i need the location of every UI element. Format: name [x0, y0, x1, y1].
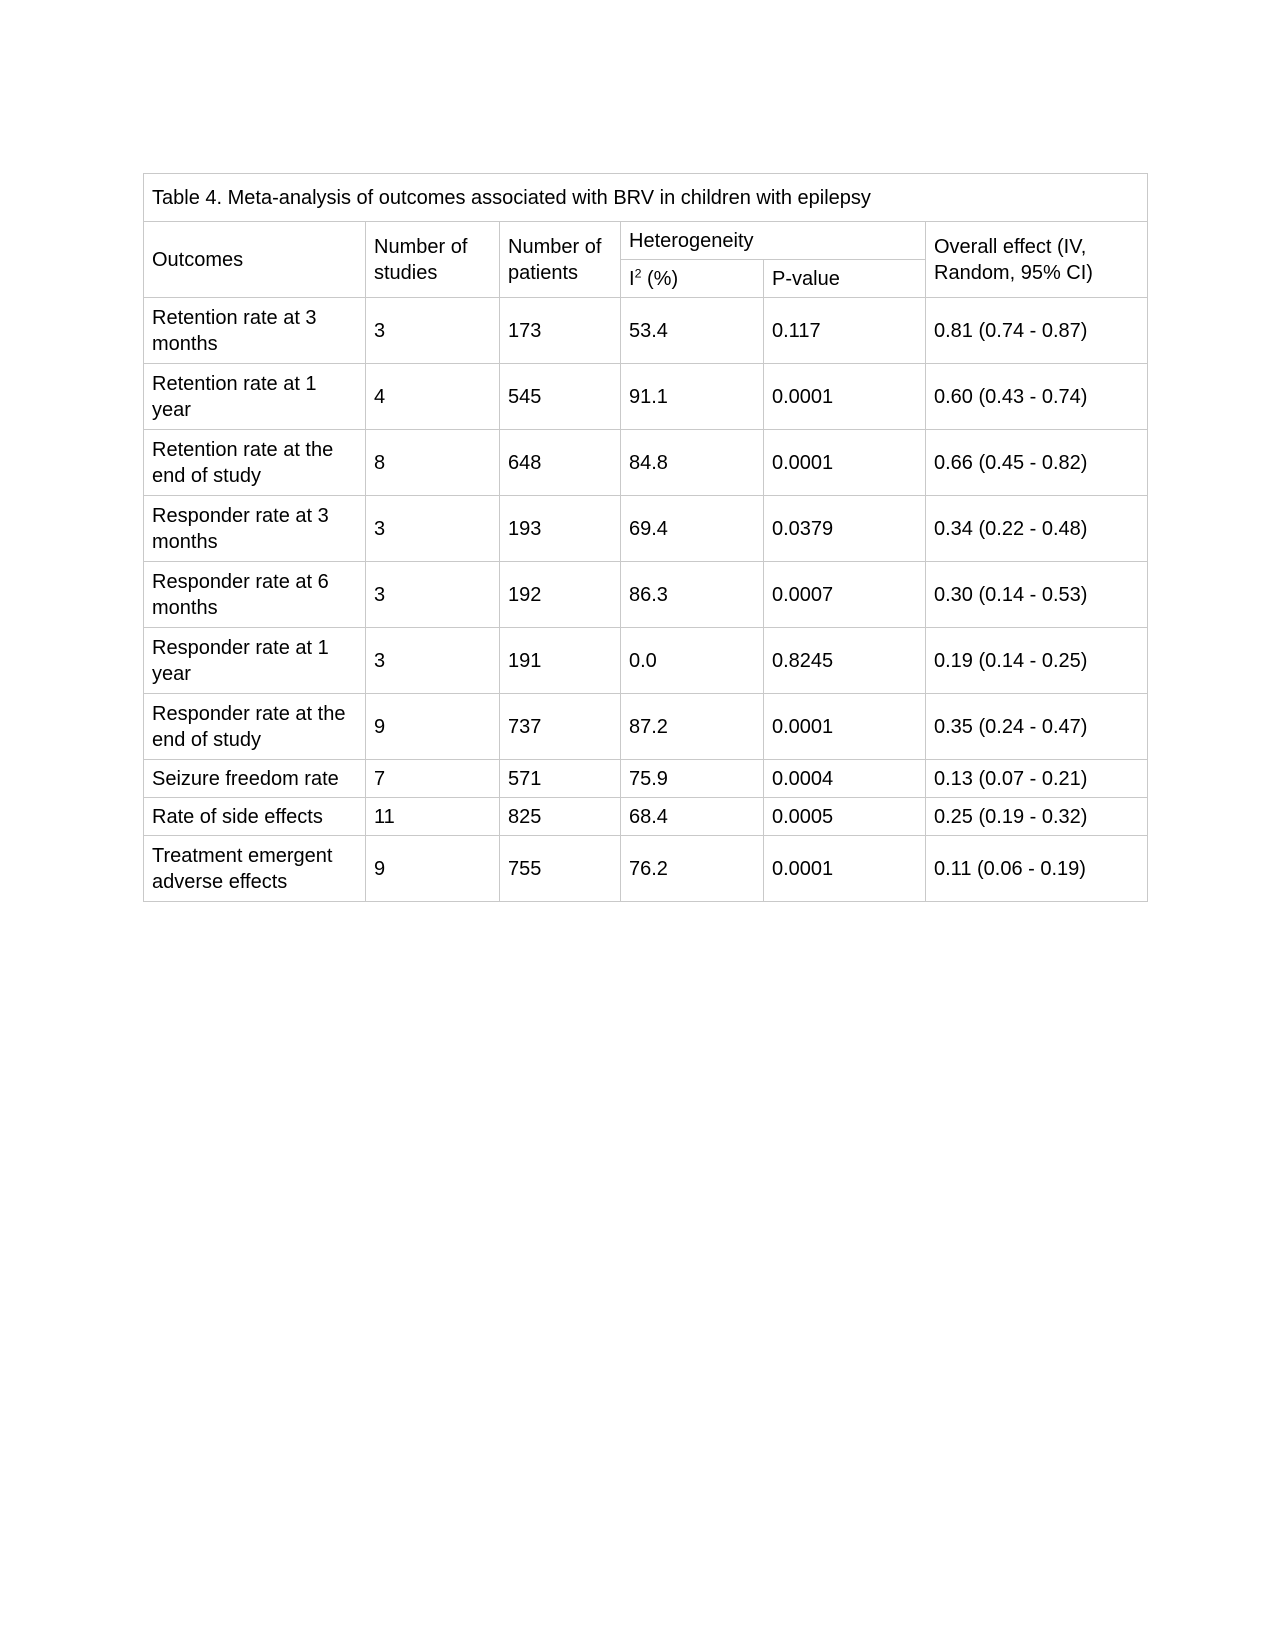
column-header-heterogeneity: Heterogeneity — [621, 222, 926, 260]
studies-cell: 11 — [366, 798, 500, 836]
i2-cell: 0.0 — [621, 628, 764, 694]
patients-cell: 825 — [500, 798, 621, 836]
patients-cell: 191 — [500, 628, 621, 694]
table-row — [144, 798, 1148, 836]
i2-cell: 69.4 — [621, 496, 764, 562]
column-header-p-value: P-value — [764, 260, 926, 298]
i2-cell: 68.4 — [621, 798, 764, 836]
p-value-cell: 0.0005 — [764, 798, 926, 836]
table-row — [144, 836, 1148, 902]
p-value-cell: 0.0001 — [764, 364, 926, 430]
studies-cell: 9 — [366, 694, 500, 760]
studies-cell: 3 — [366, 298, 500, 364]
overall-effect-cell: 0.81 (0.74 - 0.87) — [926, 298, 1148, 364]
outcome-cell: Retention rate at 1 year — [144, 364, 366, 430]
i2-cell: 91.1 — [621, 364, 764, 430]
overall-effect-cell: 0.19 (0.14 - 0.25) — [926, 628, 1148, 694]
overall-effect-cell: 0.35 (0.24 - 0.47) — [926, 694, 1148, 760]
i2-cell: 75.9 — [621, 760, 764, 798]
overall-effect-cell: 0.13 (0.07 - 0.21) — [926, 760, 1148, 798]
p-value-cell: 0.0004 — [764, 760, 926, 798]
column-header-num-patients: Number of patients — [500, 222, 621, 298]
outcome-cell: Responder rate at 1 year — [144, 628, 366, 694]
meta-analysis-table — [143, 173, 1148, 902]
studies-cell: 3 — [366, 496, 500, 562]
outcome-cell: Rate of side effects — [144, 798, 366, 836]
i2-cell: 86.3 — [621, 562, 764, 628]
column-header-outcomes: Outcomes — [144, 222, 366, 298]
outcome-cell: Responder rate at the end of study — [144, 694, 366, 760]
studies-cell: 3 — [366, 562, 500, 628]
i2-cell: 76.2 — [621, 836, 764, 902]
table-row — [144, 298, 1148, 364]
overall-effect-cell: 0.66 (0.45 - 0.82) — [926, 430, 1148, 496]
table-row — [144, 364, 1148, 430]
table-title-row — [144, 174, 1148, 222]
outcome-cell: Retention rate at 3 months — [144, 298, 366, 364]
p-value-cell: 0.0001 — [764, 836, 926, 902]
patients-cell: 571 — [500, 760, 621, 798]
studies-cell: 9 — [366, 836, 500, 902]
table-row — [144, 760, 1148, 798]
i-squared-unit: (%) — [641, 267, 679, 290]
patients-cell: 737 — [500, 694, 621, 760]
patients-cell: 755 — [500, 836, 621, 902]
table-row — [144, 694, 1148, 760]
outcome-cell: Retention rate at the end of study — [144, 430, 366, 496]
p-value-cell: 0.117 — [764, 298, 926, 364]
table-row — [144, 628, 1148, 694]
outcome-cell: Responder rate at 3 months — [144, 496, 366, 562]
outcome-cell: Treatment emergent adverse effects — [144, 836, 366, 902]
studies-cell: 8 — [366, 430, 500, 496]
table-row — [144, 496, 1148, 562]
patients-cell: 193 — [500, 496, 621, 562]
p-value-cell: 0.8245 — [764, 628, 926, 694]
table-row — [144, 562, 1148, 628]
studies-cell: 4 — [366, 364, 500, 430]
overall-effect-cell: 0.25 (0.19 - 0.32) — [926, 798, 1148, 836]
patients-cell: 648 — [500, 430, 621, 496]
studies-cell: 3 — [366, 628, 500, 694]
i2-cell: 53.4 — [621, 298, 764, 364]
patients-cell: 173 — [500, 298, 621, 364]
table-title: Table 4. Meta-analysis of outcomes associated with BRV in children with epilepsy — [144, 174, 1148, 222]
patients-cell: 192 — [500, 562, 621, 628]
studies-cell: 7 — [366, 760, 500, 798]
overall-effect-cell: 0.60 (0.43 - 0.74) — [926, 364, 1148, 430]
p-value-cell: 0.0001 — [764, 430, 926, 496]
i-squared-superscript: 2 — [634, 265, 642, 280]
overall-effect-cell: 0.11 (0.06 - 0.19) — [926, 836, 1148, 902]
p-value-cell: 0.0001 — [764, 694, 926, 760]
outcome-cell: Seizure freedom rate — [144, 760, 366, 798]
i-squared-symbol: I — [629, 267, 635, 290]
p-value-cell: 0.0379 — [764, 496, 926, 562]
i2-cell: 84.8 — [621, 430, 764, 496]
i2-cell: 87.2 — [621, 694, 764, 760]
column-header-overall-effect: Overall effect (IV, Random, 95% CI) — [926, 222, 1148, 298]
table-row — [144, 430, 1148, 496]
overall-effect-cell: 0.30 (0.14 - 0.53) — [926, 562, 1148, 628]
patients-cell: 545 — [500, 364, 621, 430]
column-header-num-studies: Number of studies — [366, 222, 500, 298]
outcome-cell: Responder rate at 6 months — [144, 562, 366, 628]
table-header-row-1 — [144, 222, 1148, 260]
overall-effect-cell: 0.34 (0.22 - 0.48) — [926, 496, 1148, 562]
p-value-cell: 0.0007 — [764, 562, 926, 628]
column-header-i-squared — [621, 260, 764, 298]
